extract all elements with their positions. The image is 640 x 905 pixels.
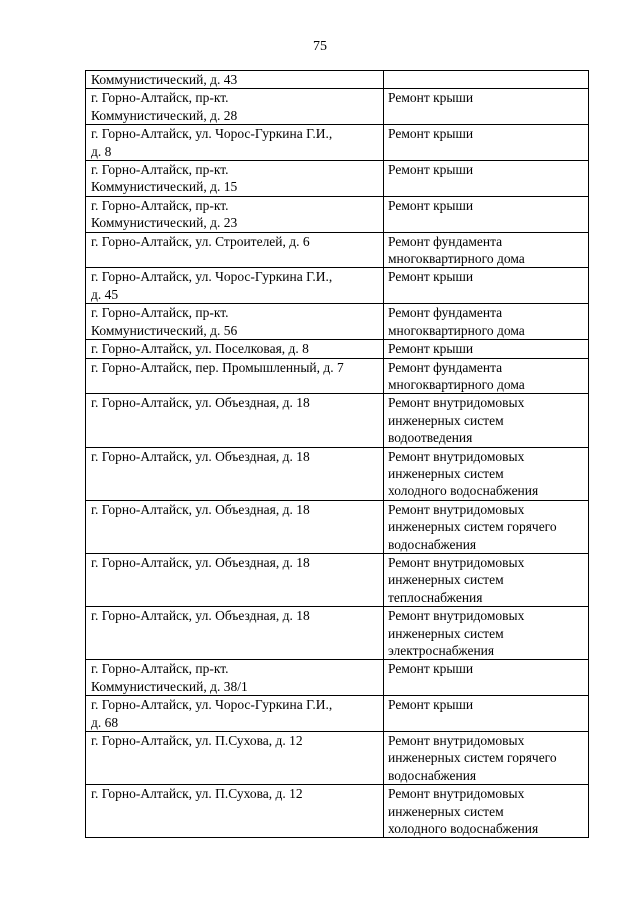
address-cell: [86, 358, 384, 394]
table-row: [86, 340, 589, 358]
address-cell: [86, 161, 384, 197]
work-type-line: Ремонт фундамента: [388, 233, 503, 249]
work-type-line: Ремонт внутридомовых: [388, 608, 525, 624]
address-cell: [86, 500, 384, 553]
address-line: г. Горно-Алтайск, ул. Чорос-Гуркина Г.И.,: [91, 269, 333, 285]
work-type-cell: [384, 447, 589, 500]
work-type-cell: [384, 125, 589, 161]
address-cell: [86, 304, 384, 340]
work-type-line: многоквартирного дома: [388, 322, 525, 338]
work-type-line: инженерных систем горячего: [388, 519, 557, 535]
work-type-cell: [384, 71, 589, 89]
work-type-line: Ремонт внутридомовых: [388, 448, 525, 464]
work-type-cell: [384, 696, 589, 732]
address-line: Коммунистический, д. 23: [91, 215, 238, 231]
table-row: [86, 607, 589, 660]
address-line: Коммунистический, д. 56: [91, 322, 238, 338]
table-row: [86, 660, 589, 696]
work-type-line: инженерных систем: [388, 412, 504, 428]
address-line: г. Горно-Алтайск, пер. Промышленный, д. 7: [91, 359, 344, 375]
address-cell: [86, 607, 384, 660]
table-row: [86, 232, 589, 268]
address-line: г. Горно-Алтайск, ул. Объездная, д. 18: [91, 395, 310, 411]
work-type-line: инженерных систем: [388, 572, 504, 588]
work-type-cell: [384, 161, 589, 197]
address-cell: [86, 785, 384, 838]
address-line: г. Горно-Алтайск, ул. Поселковая, д. 8: [91, 341, 309, 357]
address-line: г. Горно-Алтайск, пр-кт.: [91, 162, 229, 178]
work-type-line: инженерных систем: [388, 465, 504, 481]
table-row: [86, 553, 589, 606]
address-cell: [86, 732, 384, 785]
page-number: 75: [313, 39, 327, 54]
address-cell: [86, 89, 384, 125]
work-type-line: водоснабжения: [388, 767, 477, 783]
table-row: [86, 196, 589, 232]
table-row: [86, 268, 589, 304]
address-line: г. Горно-Алтайск, пр-кт.: [91, 90, 229, 106]
work-type-line: Ремонт крыши: [388, 269, 474, 285]
work-type-cell: [384, 394, 589, 447]
work-type-line: Ремонт крыши: [388, 90, 474, 106]
address-line: г. Горно-Алтайск, ул. П.Сухова, д. 12: [91, 786, 303, 802]
work-type-cell: [384, 553, 589, 606]
work-type-line: холодного водоснабжения: [388, 483, 539, 499]
address-line: г. Горно-Алтайск, ул. Чорос-Гуркина Г.И.,: [91, 697, 333, 713]
table-row: [86, 125, 589, 161]
address-line: г. Горно-Алтайск, ул. Объездная, д. 18: [91, 448, 310, 464]
work-type-line: Ремонт крыши: [388, 697, 474, 713]
work-type-line: электроснабжения: [388, 643, 495, 658]
work-type-line: холодного водоснабжения: [388, 821, 539, 837]
address-line: г. Горно-Алтайск, ул. Объездная, д. 18: [91, 501, 310, 517]
address-line: г. Горно-Алтайск, ул. П.Сухова, д. 12: [91, 733, 303, 749]
work-type-cell: [384, 196, 589, 232]
work-type-cell: [384, 785, 589, 838]
work-type-line: Ремонт крыши: [388, 126, 474, 142]
address-line: д. 45: [91, 286, 119, 302]
work-type-line: многоквартирного дома: [388, 376, 525, 392]
work-type-line: многоквартирного дома: [388, 251, 525, 267]
work-type-line: Ремонт фундамента: [388, 359, 503, 375]
table-row: [86, 732, 589, 785]
works-table: [85, 70, 589, 838]
work-type-line: Ремонт крыши: [388, 661, 474, 677]
work-type-line: Ремонт внутридомовых: [388, 501, 525, 517]
work-type-line: водоснабжения: [388, 536, 477, 552]
table-row: [86, 785, 589, 838]
address-line: д. 68: [91, 714, 119, 730]
work-type-cell: [384, 232, 589, 268]
address-line: Коммунистический, д. 43: [91, 72, 238, 87]
work-type-line: инженерных систем: [388, 625, 504, 641]
work-type-line: Ремонт фундамента: [388, 305, 503, 321]
address-cell: [86, 340, 384, 358]
table-row: [86, 500, 589, 553]
address-cell: [86, 394, 384, 447]
work-type-cell: [384, 660, 589, 696]
work-type-cell: [384, 340, 589, 358]
work-type-line: инженерных систем горячего: [388, 750, 557, 766]
work-type-cell: [384, 358, 589, 394]
table-row: [86, 89, 589, 125]
table-row: [86, 447, 589, 500]
address-cell: [86, 232, 384, 268]
work-type-cell: [384, 304, 589, 340]
work-type-line: Ремонт крыши: [388, 341, 474, 357]
work-type-cell: [384, 500, 589, 553]
work-type-line: Ремонт крыши: [388, 162, 474, 178]
address-cell: [86, 268, 384, 304]
table-row: [86, 358, 589, 394]
work-type-line: Ремонт крыши: [388, 197, 474, 213]
work-type-line: водоотведения: [388, 430, 473, 446]
work-type-line: [388, 71, 583, 88]
address-cell: [86, 447, 384, 500]
address-line: д. 8: [91, 143, 112, 159]
address-cell: [86, 125, 384, 161]
address-line: Коммунистический, д. 15: [91, 179, 238, 195]
work-type-cell: [384, 607, 589, 660]
work-type-line: теплоснабжения: [388, 589, 483, 605]
address-cell: [86, 196, 384, 232]
address-line: г. Горно-Алтайск, ул. Объездная, д. 18: [91, 608, 310, 624]
address-line: г. Горно-Алтайск, пр-кт.: [91, 305, 229, 321]
table-row: [86, 394, 589, 447]
address-line: г. Горно-Алтайск, пр-кт.: [91, 197, 229, 213]
work-type-line: Ремонт внутридомовых: [388, 733, 525, 749]
work-type-line: инженерных систем: [388, 803, 504, 819]
work-type-cell: [384, 268, 589, 304]
work-type-line: Ремонт внутридомовых: [388, 786, 525, 802]
address-cell: [86, 660, 384, 696]
address-line: Коммунистический, д. 28: [91, 107, 238, 123]
table-row: [86, 696, 589, 732]
address-line: г. Горно-Алтайск, пр-кт.: [91, 661, 229, 677]
address-cell: [86, 71, 384, 89]
work-type-line: Ремонт внутридомовых: [388, 554, 525, 570]
address-line: г. Горно-Алтайск, ул. Строителей, д. 6: [91, 233, 310, 249]
work-type-cell: [384, 732, 589, 785]
address-cell: [86, 696, 384, 732]
work-type-cell: [384, 89, 589, 125]
address-cell: [86, 553, 384, 606]
table-row: [86, 161, 589, 197]
works-table-body: [86, 71, 589, 838]
work-type-line: Ремонт внутридомовых: [388, 395, 525, 411]
table-row: [86, 304, 589, 340]
table-row: [86, 71, 589, 89]
address-line: Коммунистический, д. 38/1: [91, 678, 248, 694]
address-line: г. Горно-Алтайск, ул. Чорос-Гуркина Г.И.,: [91, 126, 333, 142]
address-line: г. Горно-Алтайск, ул. Объездная, д. 18: [91, 554, 310, 570]
